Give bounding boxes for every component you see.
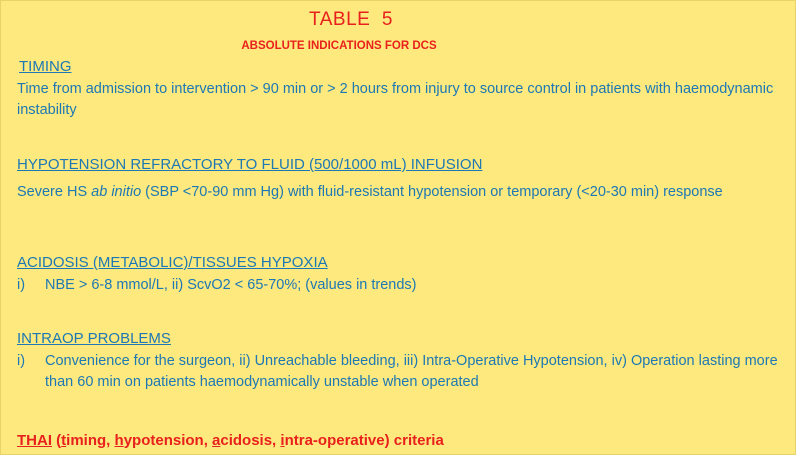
hypotension-heading: HYPOTENSION REFRACTORY TO FLUID (500/1000 mL) INFUSION: [17, 156, 483, 173]
hypotension-text: [17, 182, 789, 203]
footer-h-rest: ypotension,: [123, 432, 213, 449]
footer-t: t: [61, 432, 67, 449]
timing-text: Time from admission to intervention > 90 min or > 2 hours from injury to source control in patients with haemodynamic instability: [17, 81, 774, 118]
footer-i: i: [280, 432, 285, 449]
table-label: TABLE 5: [309, 9, 393, 30]
footer-open: (: [52, 432, 62, 449]
acidosis-item: [17, 275, 787, 296]
intraop-item: [17, 351, 793, 393]
footer-a: a: [212, 432, 221, 449]
intraop-marker: i): [17, 353, 26, 369]
hypotension-text-after: (SBP <70-90 mm Hg) with fluid-resistant hypotension or temporary (<20-30 min) response: [141, 184, 723, 200]
footer-t-rest: iming,: [66, 432, 115, 449]
acidosis-text: NBE > 6-8 mmol/L, ii) ScvO2 < 65-70%; (values in trends): [45, 277, 417, 293]
table-subtitle: ABSOLUTE INDICATIONS FOR DCS: [241, 40, 437, 52]
hypotension-text-before: Severe HS: [17, 184, 92, 200]
footer-i-rest: ntra-operative) criteria: [284, 432, 444, 449]
footer-h: h: [114, 432, 124, 449]
acidosis-heading: ACIDOSIS (METABOLIC)/TISSUES HYPOXIA: [17, 254, 328, 271]
hypotension-text-italic: ab initio: [91, 184, 142, 200]
thai-criteria-footer: [17, 432, 444, 449]
intraop-heading: INTRAOP PROBLEMS: [17, 330, 171, 347]
footer-a-rest: cidosis,: [220, 432, 281, 449]
intraop-text: Convenience for the surgeon, ii) Unreachable bleeding, iii) Intra-Operative Hypotension, iv) Operation lasting more than 60 min on patients haemodynamically unstable when operated: [45, 353, 778, 390]
timing-heading: TIMING: [19, 58, 72, 75]
acidosis-marker: i): [17, 277, 26, 293]
footer-thai: THAI: [17, 432, 52, 449]
